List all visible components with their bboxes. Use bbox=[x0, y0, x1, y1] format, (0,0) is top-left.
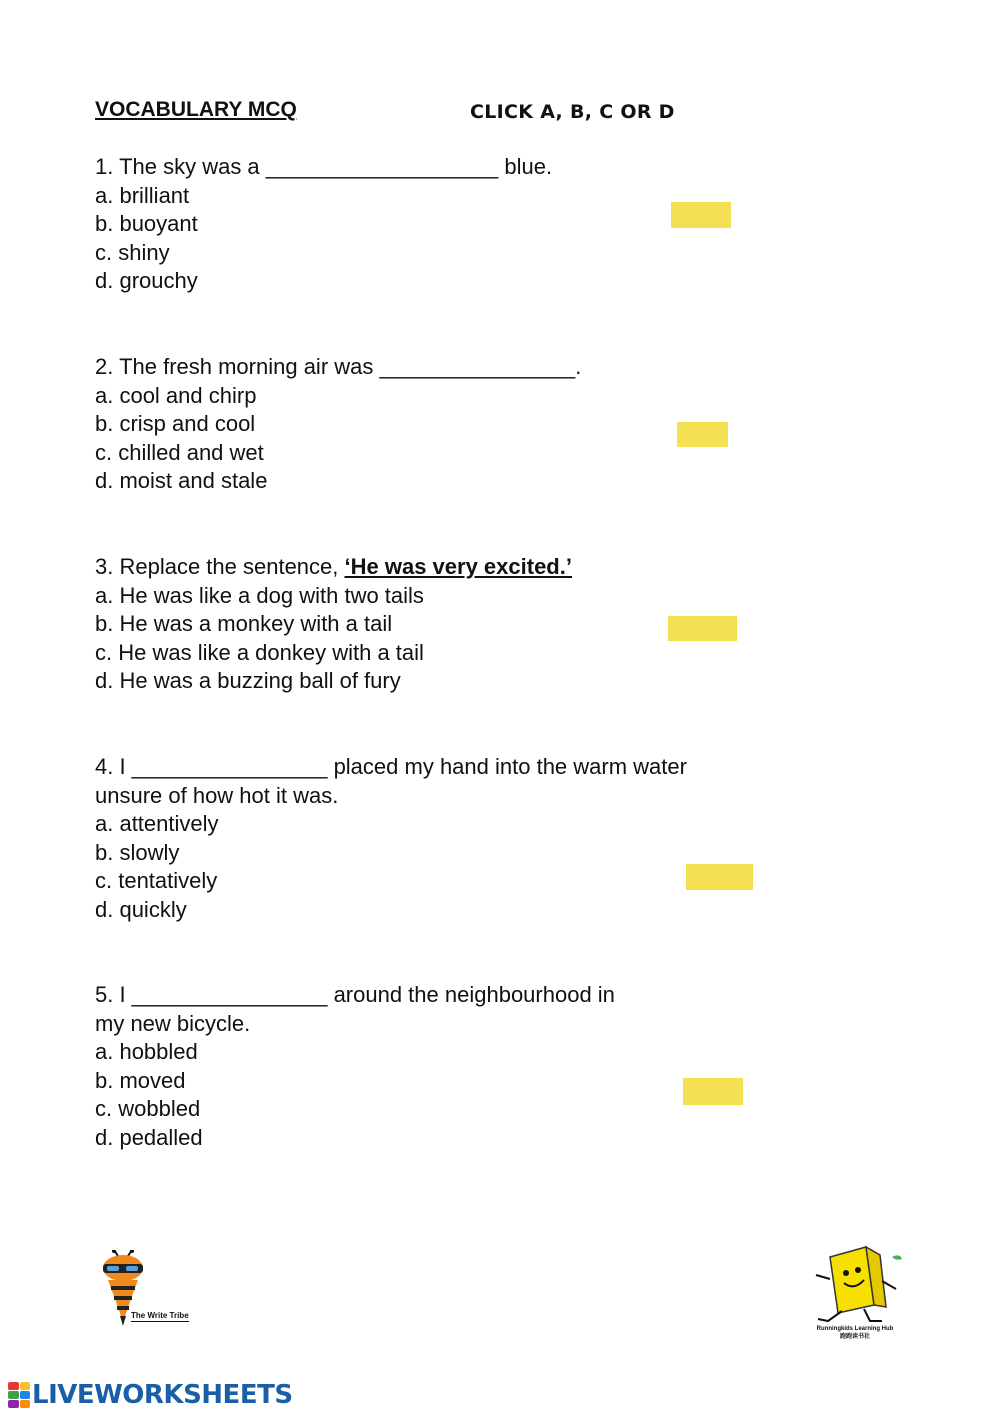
question-5-stem-cont: my new bicycle. bbox=[95, 1010, 251, 1036]
question-2 bbox=[95, 353, 581, 496]
question-4-stem: 4. I ________________ placed my hand into the warm water bbox=[95, 754, 687, 779]
question-1 bbox=[95, 153, 552, 296]
question-4 bbox=[95, 753, 687, 925]
question-1-stem: 1. The sky was a ___________________ blue. bbox=[95, 154, 553, 179]
option-c: c. tentatively bbox=[95, 868, 218, 894]
liveworksheets-wordmark: LIVEWORKSHEETS bbox=[32, 1380, 293, 1410]
option-a: a. brilliant bbox=[95, 182, 190, 208]
book-logo-label bbox=[800, 1325, 910, 1341]
option-c: c. chilled and wet bbox=[95, 439, 264, 465]
page-title: VOCABULARY MCQ bbox=[95, 98, 297, 121]
option-b: b. slowly bbox=[95, 839, 180, 865]
option-c: c. shiny bbox=[95, 239, 170, 265]
option-a: a. hobbled bbox=[95, 1039, 198, 1065]
option-b: b. moved bbox=[95, 1067, 186, 1093]
option-a: a. attentively bbox=[95, 811, 219, 837]
option-d: d. quickly bbox=[95, 896, 187, 922]
question-3-stem-prefix: 3. Replace the sentence, bbox=[95, 554, 345, 579]
option-c: c. He was like a donkey with a tail bbox=[95, 639, 424, 665]
question-3-quoted-sentence: ‘He was very excited.’ bbox=[344, 554, 572, 579]
write-tribe-label: The Write Tribe bbox=[131, 1311, 189, 1320]
running-book-logo-icon bbox=[808, 1245, 908, 1325]
question-4-stem-cont: unsure of how hot it was. bbox=[95, 782, 339, 808]
answer-box-4[interactable] bbox=[686, 864, 753, 890]
option-c: c. wobbled bbox=[95, 1096, 201, 1122]
question-2-stem: 2. The fresh morning air was ________________. bbox=[95, 354, 582, 379]
question-3 bbox=[95, 553, 572, 696]
option-d: d. moist and stale bbox=[95, 468, 268, 494]
answer-box-3[interactable] bbox=[668, 616, 737, 641]
option-b: b. buoyant bbox=[95, 211, 198, 237]
question-5-stem: 5. I ________________ around the neighbourhood in bbox=[95, 982, 615, 1007]
option-b: b. crisp and cool bbox=[95, 411, 256, 437]
option-b: b. He was a monkey with a tail bbox=[95, 611, 393, 637]
answer-box-1[interactable] bbox=[671, 202, 731, 228]
instruction-text: CLICK A, B, C OR D bbox=[470, 101, 675, 123]
option-d: d. He was a buzzing ball of fury bbox=[95, 668, 401, 694]
learning-hub-label: Runningkids Learning Hub bbox=[816, 1326, 894, 1332]
liveworksheets-brand bbox=[8, 1380, 293, 1410]
option-a: a. He was like a dog with two tails bbox=[95, 582, 424, 608]
liveworksheets-logo-icon bbox=[8, 1382, 30, 1408]
question-5 bbox=[95, 981, 615, 1153]
option-d: d. grouchy bbox=[95, 268, 198, 294]
option-a: a. cool and chirp bbox=[95, 382, 257, 408]
option-d: d. pedalled bbox=[95, 1124, 203, 1150]
question-3-stem bbox=[95, 553, 572, 582]
answer-box-5[interactable] bbox=[683, 1078, 743, 1105]
answer-box-2[interactable] bbox=[677, 422, 728, 447]
learning-hub-label-cn: 跑跑读书社 bbox=[839, 1334, 870, 1340]
